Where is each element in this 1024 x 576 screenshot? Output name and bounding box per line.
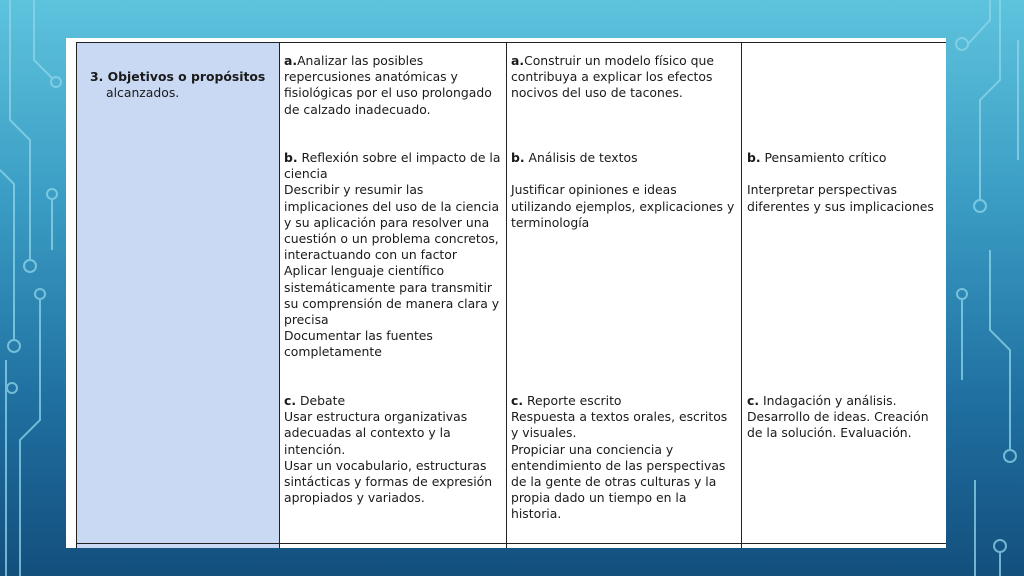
section-heading: Análisis de textos <box>524 150 638 165</box>
section-heading: Reporte escrito <box>523 393 622 408</box>
table-bottom-border <box>76 543 946 544</box>
col2-section-b <box>511 150 737 231</box>
column-3-cell <box>741 42 946 548</box>
section-label: b. <box>511 150 525 165</box>
objectives-table <box>66 38 946 548</box>
col2-section-a <box>511 53 737 102</box>
section-heading: Debate <box>296 393 346 408</box>
section-body: Usar estructura organizativas adecuadas al contexto y la intención. Usar un vocabulario, estructuras sintácticas y formas de expresión apropiados y variados. <box>284 409 493 506</box>
section-body: Desarrollo de ideas. Creación de la solución. Evaluación. <box>747 409 929 441</box>
row-header-subtitle: alcanzados. <box>106 85 180 101</box>
section-body: Describir y resumir las implicaciones del uso de la ciencia y su aplicación para resolver una cuestión o un problema concretos, interactuando con un factor Aplicar lenguaje científico sistemáticamente para transmitir su comprensión de manera clara y precisa Documentar las fuentes completamente <box>284 182 500 360</box>
section-label: b. <box>747 150 761 165</box>
row-header-text <box>90 53 280 118</box>
section-body: Interpretar perspectivas diferentes y sus implicaciones <box>747 182 934 214</box>
section-label: a. <box>284 53 298 68</box>
col3-section-c <box>747 393 946 442</box>
col3-section-b <box>747 150 946 215</box>
col1-section-a <box>284 53 504 118</box>
col1-section-c <box>284 393 504 506</box>
table-top-border <box>76 42 946 43</box>
section-label: a. <box>511 53 525 68</box>
section-label: b. <box>284 150 298 165</box>
row-header-cell <box>76 42 279 548</box>
section-body: Respuesta a textos orales, escritos y visuales. Propiciar una conciencia y entendimiento de las perspectivas de la gente de otras culturas y la propia dado un tiempo en la historia. <box>511 409 728 522</box>
section-body: Justificar opiniones e ideas utilizando ejemplos, explicaciones y terminología <box>511 182 735 230</box>
section-label: c. <box>511 393 524 408</box>
section-heading: Analizar las posibles repercusiones anatómicas y fisiológicas por el uso prolongado de calzado inadecuado. <box>284 53 492 117</box>
section-heading: Indagación y análisis. <box>759 393 897 408</box>
col1-section-b <box>284 150 504 361</box>
col2-section-c <box>511 393 737 523</box>
section-label: c. <box>747 393 760 408</box>
row-header-title: 3. Objetivos o propósitos <box>90 69 266 85</box>
section-label: c. <box>284 393 297 408</box>
section-heading: Construir un modelo físico que contribuya a explicar los efectos nocivos del uso de tacones. <box>511 53 715 101</box>
section-heading: Pensamiento crítico <box>760 150 887 165</box>
section-heading: Reflexión sobre el impacto de la ciencia <box>284 150 501 182</box>
